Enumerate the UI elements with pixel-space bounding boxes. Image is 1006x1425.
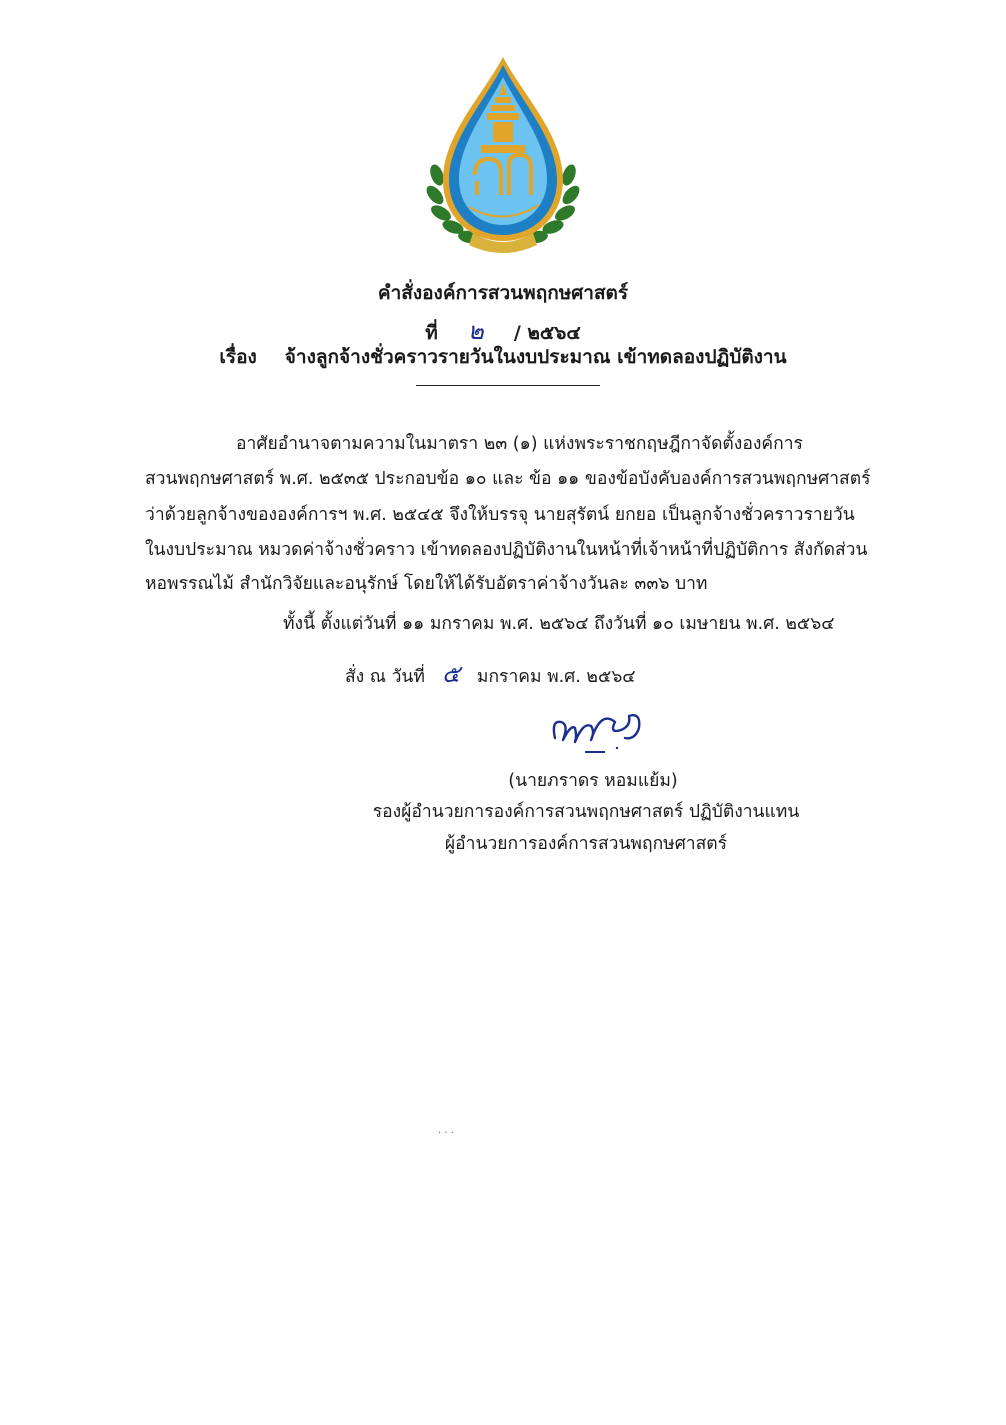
- order-title: คำสั่งองค์การสวนพฤกษศาสตร์: [377, 282, 629, 304]
- organization-logo: [423, 55, 583, 255]
- handwritten-order-number: ๒: [467, 317, 484, 345]
- signer-position-2: ผู้อำนวยการองค์การสวนพฤกษศาสตร์: [444, 834, 728, 854]
- body-line-4: ในงบประมาณ หมวดค่าจ้างชั่วคราว เข้าทดลองปฏิบัติงานในหน้าที่เจ้าหน้าที่ปฏิบัติการ สังกัดส่วน: [145, 540, 868, 560]
- ordered-date: [345, 654, 636, 693]
- title-divider: [416, 385, 600, 386]
- body-line-3: ว่าด้วยลูกจ้างขององค์การฯ พ.ศ. ๒๕๔๕ จึงให้บรรจุ นายสุรัตน์ ยกยอ เป็นลูกจ้างชั่วคราวรายวัน: [145, 505, 855, 525]
- number-prefix: ที่: [425, 322, 438, 344]
- body-line-5: หอพรรณไม้ สำนักวิจัยและอนุรักษ์ โดยให้ได้รับอัตราค่าจ้างวันละ ๓๓๖ บาท: [145, 574, 708, 594]
- body-line-1: อาศัยอำนาจตามความในมาตรา ๒๓ (๑) แห่งพระราชกฤษฎีกาจัดตั้งองค์การ: [236, 434, 803, 454]
- signer-name: (นายภราดร หอมแย้ม): [508, 771, 678, 791]
- body-line-2: สวนพฤกษศาสตร์ พ.ศ. ๒๕๓๕ ประกอบข้อ ๑๐ และ ข้อ ๑๑ ของข้อบังคับองค์การสวนพฤกษศาสตร์: [145, 469, 871, 489]
- effective-period: ทั้งนี้ ตั้งแต่วันที่ ๑๑ มกราคม พ.ศ. ๒๕๖๔ ถึงวันที่ ๑๐ เมษายน พ.ศ. ๒๕๖๔: [283, 614, 835, 634]
- ordered-suffix: มกราคม พ.ศ. ๒๕๖๔: [476, 667, 636, 687]
- handwritten-signature: [545, 700, 655, 760]
- subject-label: เรื่อง: [219, 346, 257, 368]
- subject-line: [0, 342, 1006, 372]
- signer-position-1: รองผู้อำนวยการองค์การสวนพฤกษศาสตร์ ปฏิบัติงานแทน: [372, 802, 800, 822]
- ordered-prefix: สั่ง ณ วันที่: [345, 667, 425, 687]
- number-year: / ๒๕๖๔: [513, 322, 581, 344]
- handwritten-day: ๕: [441, 660, 460, 688]
- subject-text: จ้างลูกจ้างชั่วคราวรายวันในงบประมาณ เข้าทดลองปฏิบัติงาน: [284, 346, 787, 368]
- scan-specks: · · ·: [438, 1128, 454, 1139]
